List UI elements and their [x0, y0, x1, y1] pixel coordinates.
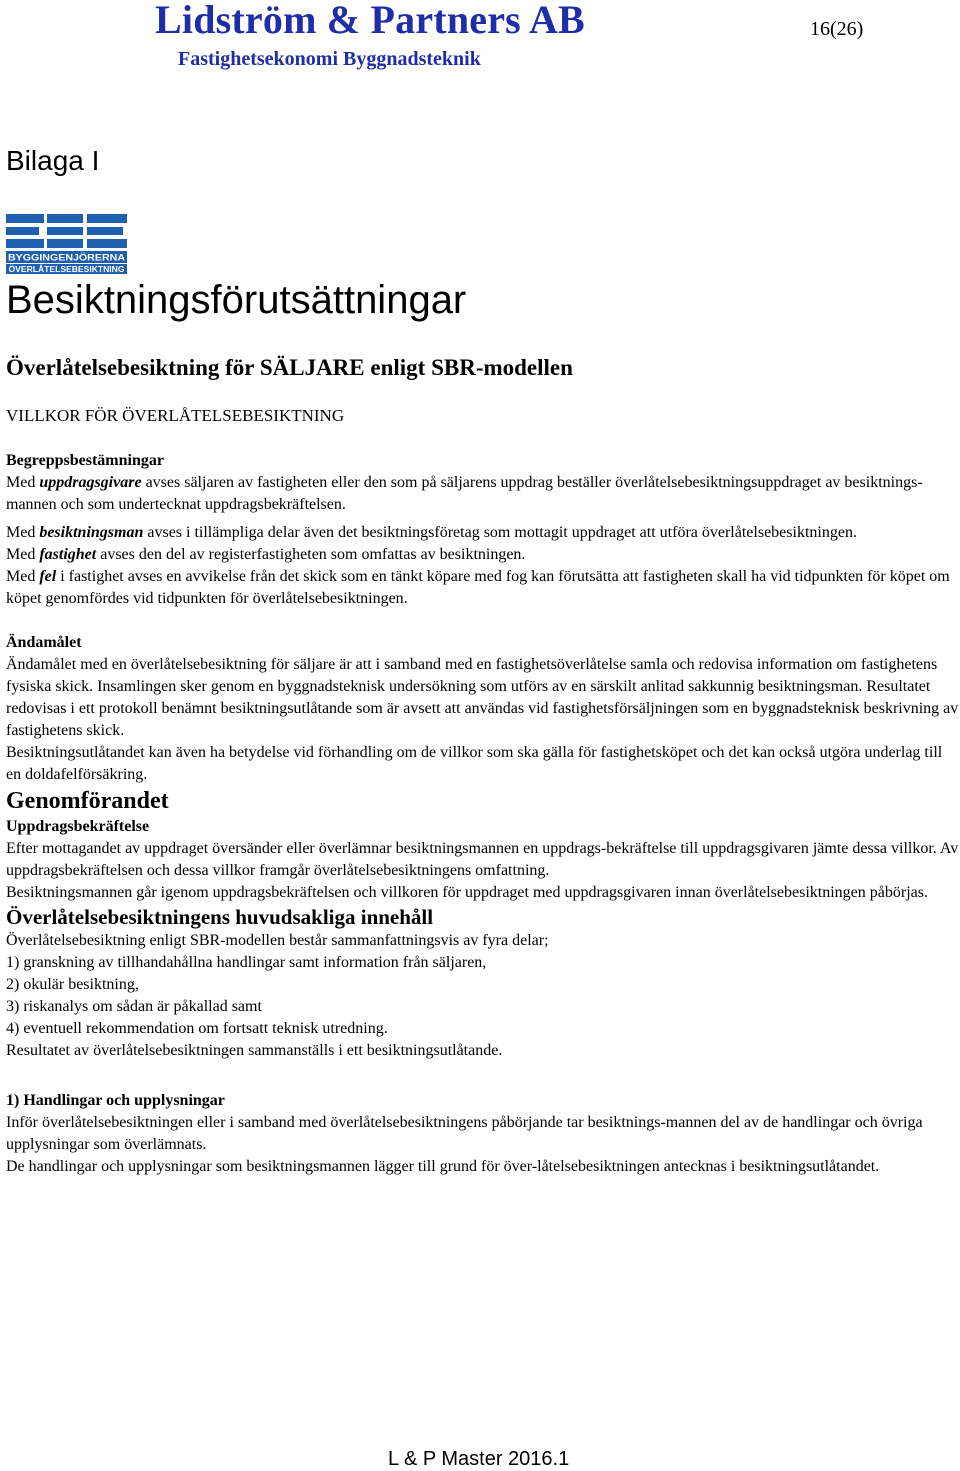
text-segment: Med: [6, 568, 40, 585]
contents-heading: Överlåtelsebesiktningens huvudsakliga innehåll: [6, 905, 434, 929]
appendix-label: Bilaga I: [6, 145, 100, 176]
execution-paragraph: Besiktningsmannen går igenom uppdragsbekräftelsen och villkoren för uppdraget med uppdragsgivaren innan överlåtelsebesiktningen påbörjas.: [6, 884, 928, 901]
logo-line1: BYGGINGENJÖRERNA: [8, 252, 126, 264]
contents-outro: Resultatet av överlåtelsebesiktningen sammanställs i ett besiktningsutlåtande.: [6, 1042, 503, 1059]
purpose-paragraph: Ändamålet med en överlåtelsebesiktning för säljare är att i samband med en fastighetsöverlåtelse samla och redovisa information om fastighetens fysiska skick. Insamlingen sker genom en byggnadsteknisk undersökning som utförs av en särskilt anlitad sakkunnig besiktningsman. Resultatet redovisas i ett protokoll benämnt besiktningsutlåtande som är avsett att användas vid fastighetsförsäljningen som en byggnadsteknisk beskrivning av fastighetens skick.: [6, 656, 959, 739]
page-number: 16(26): [810, 18, 864, 40]
documents-heading: 1) Handlingar och upplysningar: [6, 1092, 225, 1109]
contents-intro: Överlåtelsebesiktning enligt SBR-modellen består sammanfattningsvis av fyra delar;: [6, 932, 549, 949]
document-subheading: Överlåtelsebesiktning för SÄLJARE enligt SBR-modellen: [6, 355, 573, 380]
text-segment: Med: [6, 546, 40, 563]
purpose-heading: Ändamålet: [6, 634, 82, 651]
definitions-heading: Begreppsbestämningar: [6, 452, 164, 469]
documents-paragraph: Inför överlåtelsebesiktningen eller i samband med överlåtelsebesiktningens påbörjande tar besiktnings-mannen del av de handlingar och övriga upplysningar som överlämnats.: [6, 1114, 923, 1153]
confirmation-heading: Uppdragsbekräftelse: [6, 818, 150, 835]
definition-paragraph: [6, 472, 960, 516]
company-name: Lidström & Partners AB: [155, 0, 585, 42]
list-item: 3) riskanalys om sådan är påkallad samt: [6, 998, 262, 1015]
document-body: [6, 450, 960, 1178]
text-segment: avses i tillämpliga delar även det besiktningsföretag som mottagit uppdraget att utföra överlåtelsebesiktningen.: [143, 524, 857, 541]
list-item: 1) granskning av tillhandahållna handlingar samt information från säljaren,: [6, 954, 487, 971]
purpose-paragraph: Besiktningsutlåtandet kan även ha betydelse vid förhandling om de villkor som ska gälla för fastighetsköpet och det kan också utgöra underlag till en doldafelförsäkring.: [6, 744, 943, 783]
execution-heading: Genomförandet: [6, 788, 169, 814]
footer-version: L & P Master 2016.1: [388, 1448, 570, 1470]
text-segment: i fastighet avses en avvikelse från det skick som en tänkt köpare med fog kan förutsätta att fastigheten skall ha vid tidpunkten för köpet om köpet genomfördes vid tidpunkten för överlåtelsebesiktningen.: [6, 568, 950, 607]
terms-heading: VILLKOR FÖR ÖVERLÅTELSEBESIKTNING: [6, 406, 345, 425]
text-segment: avses den del av registerfastigheten som omfattas av besiktningen.: [96, 546, 526, 563]
execution-paragraph: Efter mottagandet av uppdraget översänder eller överlämnar besiktningsmannen en uppdrags-bekräftelse till uppdragsgivaren jämte dessa villkor. Av uppdragsbekräftelsen och dessa villkor framgår överlåtelsebesiktningens omfattning.: [6, 840, 959, 879]
list-item: 2) okulär besiktning,: [6, 976, 139, 993]
defined-term: fastighet: [39, 546, 97, 563]
definition-paragraph: [6, 566, 960, 610]
definition-paragraph: [6, 522, 960, 544]
sbr-logo: [6, 213, 127, 274]
defined-term: fel: [39, 568, 57, 585]
company-subtitle: Fastighetsekonomi Byggnadsteknik: [178, 48, 481, 70]
defined-term: uppdragsgivare: [39, 474, 142, 491]
defined-term: besiktningsman: [39, 524, 144, 541]
page-title: Besiktningsförutsättningar: [6, 278, 467, 322]
list-item: 4) eventuell rekommendation om fortsatt teknisk utredning.: [6, 1020, 388, 1037]
text-segment: Med: [6, 474, 40, 491]
text-segment: Med: [6, 524, 40, 541]
documents-paragraph: De handlingar och upplysningar som besiktningsmannen lägger till grund för över-låtelsebesiktningen antecknas i besiktningsutlåtandet.: [6, 1158, 880, 1175]
logo-line2: ÖVERLÅTELSEBESIKTNING: [8, 265, 120, 274]
definition-paragraph: [6, 544, 960, 566]
text-segment: avses säljaren av fastigheten eller den som på säljarens uppdrag beställer överlåtelsebesiktningsuppdraget av besiktnings-mannen och som undertecknat uppdragsbekräftelsen.: [6, 474, 923, 513]
